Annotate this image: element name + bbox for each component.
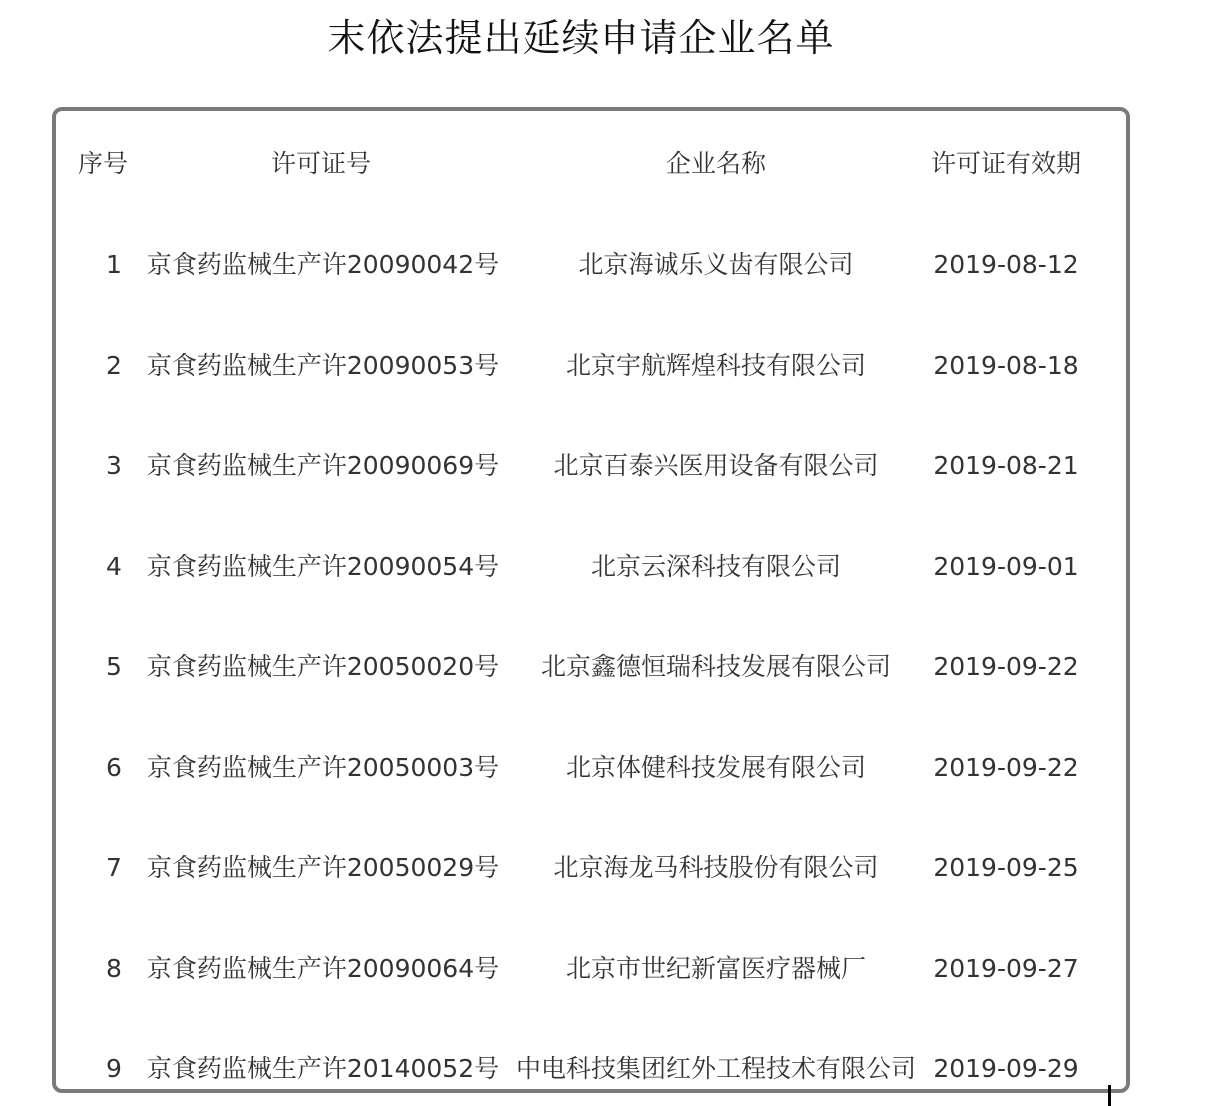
- enterprise-list-table: [52, 107, 1130, 1093]
- row-index: 7: [106, 853, 122, 882]
- row-validity: 2019-09-27: [933, 954, 1079, 983]
- row-company: 北京海诚乐义齿有限公司: [578, 250, 854, 279]
- table-row: [56, 738, 1126, 798]
- row-license: 京食药监械生产许20050003号: [146, 753, 500, 782]
- row-license: 京食药监械生产许20050029号: [146, 853, 500, 882]
- row-company: 北京体健科技发展有限公司: [565, 753, 866, 782]
- row-validity: 2019-09-01: [933, 552, 1079, 581]
- header-validity: 许可证有效期: [930, 149, 1081, 178]
- table-row: [56, 235, 1126, 295]
- header-license: 许可证号: [270, 149, 371, 178]
- row-company: 中电科技集团红外工程技术有限公司: [516, 1054, 917, 1083]
- row-license: 京食药监械生产许20090069号: [146, 451, 500, 480]
- row-license: 京食药监械生产许20050020号: [146, 652, 500, 681]
- row-index: 8: [106, 954, 122, 983]
- row-license: 京食药监械生产许20090053号: [146, 351, 500, 380]
- table-row: [56, 939, 1126, 999]
- row-company: 北京海龙马科技股份有限公司: [553, 853, 879, 882]
- row-validity: 2019-08-12: [933, 250, 1079, 279]
- row-company: 北京百泰兴医用设备有限公司: [553, 451, 879, 480]
- table-row: [56, 838, 1126, 898]
- table-row: [56, 537, 1126, 597]
- row-index: 9: [106, 1054, 122, 1083]
- row-index: 5: [106, 652, 122, 681]
- table-header-row: [56, 134, 1126, 194]
- row-license: 京食药监械生产许20140052号: [146, 1054, 500, 1083]
- row-index: 4: [106, 552, 122, 581]
- row-validity: 2019-09-22: [933, 652, 1079, 681]
- edge-tick-mark: [1108, 1085, 1111, 1106]
- row-company: 北京鑫德恒瑞科技发展有限公司: [540, 652, 891, 681]
- header-index: 序号: [78, 149, 129, 178]
- table-row: [56, 436, 1126, 496]
- row-license: 京食药监械生产许20090054号: [146, 552, 500, 581]
- row-license: 京食药监械生产许20090042号: [146, 250, 500, 279]
- row-company: 北京市世纪新富医疗器械厂: [565, 954, 866, 983]
- table-row: [56, 336, 1126, 396]
- row-validity: 2019-08-18: [933, 351, 1079, 380]
- page-title: 末依法提出延续申请企业名单: [327, 16, 835, 60]
- row-validity: 2019-09-22: [933, 753, 1079, 782]
- row-validity: 2019-08-21: [933, 451, 1079, 480]
- table-row: [56, 637, 1126, 697]
- row-index: 1: [106, 250, 122, 279]
- header-company: 企业名称: [665, 149, 766, 178]
- row-validity: 2019-09-25: [933, 853, 1079, 882]
- row-index: 3: [106, 451, 122, 480]
- row-validity: 2019-09-29: [933, 1054, 1079, 1083]
- row-company: 北京云深科技有限公司: [590, 552, 841, 581]
- row-index: 2: [106, 351, 122, 380]
- row-license: 京食药监械生产许20090064号: [146, 954, 500, 983]
- row-index: 6: [106, 753, 122, 782]
- table-row: [56, 1039, 1126, 1093]
- row-company: 北京宇航辉煌科技有限公司: [565, 351, 866, 380]
